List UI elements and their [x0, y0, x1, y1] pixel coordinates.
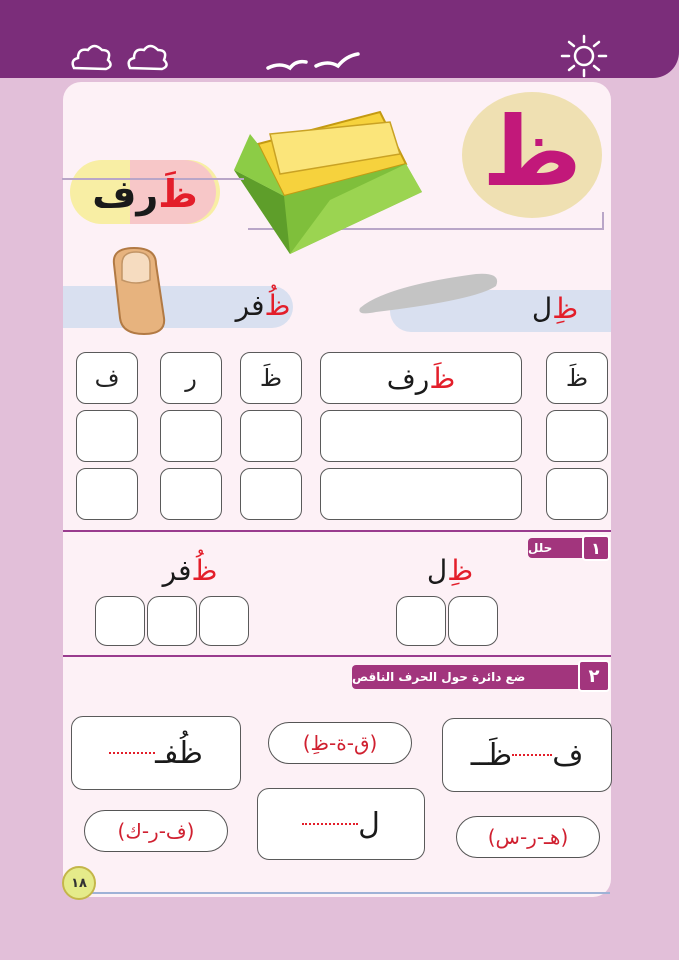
grid-letter-2: ر: [160, 352, 222, 404]
example-word-1: [520, 286, 590, 330]
footer-line: [80, 892, 610, 894]
exercise-card-1: [442, 718, 612, 792]
example-word-1-rest: ل: [531, 291, 553, 325]
exercise-2-blank[interactable]: [302, 823, 358, 825]
example-word-2: [228, 283, 298, 327]
analysis-box[interactable]: [396, 596, 446, 646]
grid-empty-box[interactable]: [240, 410, 302, 462]
section1-word-2-colored: ظُ: [191, 553, 218, 587]
main-word: [70, 164, 220, 224]
grid-big-word: [320, 352, 522, 404]
grid-word-letter: ظَ: [546, 352, 608, 404]
exercise-2-right: ل: [358, 806, 380, 842]
exercise-3-options[interactable]: (ف-ر-ك): [84, 810, 228, 852]
page-number: ١٨: [62, 866, 96, 900]
birds-icon: [266, 48, 366, 74]
exercise-1-options[interactable]: (هـ-ر-س): [456, 816, 600, 858]
grid-empty-wide-box[interactable]: [320, 468, 522, 520]
section1-number: ١: [582, 535, 610, 561]
grid-empty-box[interactable]: [160, 468, 222, 520]
section2-title: ضع دائرة حول الحرف الناقص: [352, 665, 580, 689]
analysis-box[interactable]: [147, 596, 197, 646]
section-divider: [63, 655, 611, 657]
exercise-1-right: ف: [552, 737, 584, 773]
grid-letter-1: ظَ: [240, 352, 302, 404]
example-word-2-colored: ظُ: [264, 288, 291, 322]
envelope-icon: [230, 104, 426, 268]
exercise-card-3: [71, 716, 241, 790]
grid-empty-box[interactable]: [76, 468, 138, 520]
big-letter: ظ: [482, 96, 582, 208]
grid-empty-box[interactable]: [240, 468, 302, 520]
section1-word-1-colored: ظِ: [447, 553, 474, 587]
exercise-3-left: ظُفـ: [155, 735, 203, 771]
analysis-box[interactable]: [448, 596, 498, 646]
sun-icon: [556, 34, 612, 78]
grid-empty-wide-box[interactable]: [320, 410, 522, 462]
section1-word-1: [410, 548, 490, 592]
example-word-1-colored: ظِ: [552, 291, 579, 325]
section1-word-1-rest: ل: [426, 553, 448, 587]
exercise-2-options[interactable]: (ق-ة-ظِ): [268, 722, 412, 764]
shadow-icon: [356, 268, 506, 318]
section2-number: ٢: [578, 660, 610, 692]
grid-letter-3: ف: [76, 352, 138, 404]
grid-empty-box[interactable]: [546, 410, 608, 462]
grid-empty-box[interactable]: [546, 468, 608, 520]
section1-word-2-rest: فر: [162, 553, 192, 587]
grid-big-word-colored: ظَ: [429, 361, 456, 395]
section-divider: [63, 530, 611, 532]
exercise-1-blank[interactable]: [512, 754, 552, 756]
main-word-rest: رف: [92, 172, 159, 216]
header-line-end: [602, 212, 604, 230]
cloud-icon: [68, 38, 188, 76]
section1-title: حلل: [528, 538, 584, 558]
grid-empty-box[interactable]: [160, 410, 222, 462]
grid-empty-box[interactable]: [76, 410, 138, 462]
fingernail-icon: [104, 244, 170, 336]
section1-word-2: [150, 548, 230, 592]
analysis-box[interactable]: [199, 596, 249, 646]
top-banner: [0, 0, 679, 78]
exercise-1-left: ظَــ: [470, 737, 513, 773]
exercise-card-2: [257, 788, 425, 860]
main-word-colored: ظَ: [158, 172, 198, 216]
grid-big-word-rest: رف: [386, 361, 430, 395]
example-word-2-rest: فر: [235, 288, 265, 322]
exercise-3-blank[interactable]: [109, 752, 155, 754]
analysis-box[interactable]: [95, 596, 145, 646]
